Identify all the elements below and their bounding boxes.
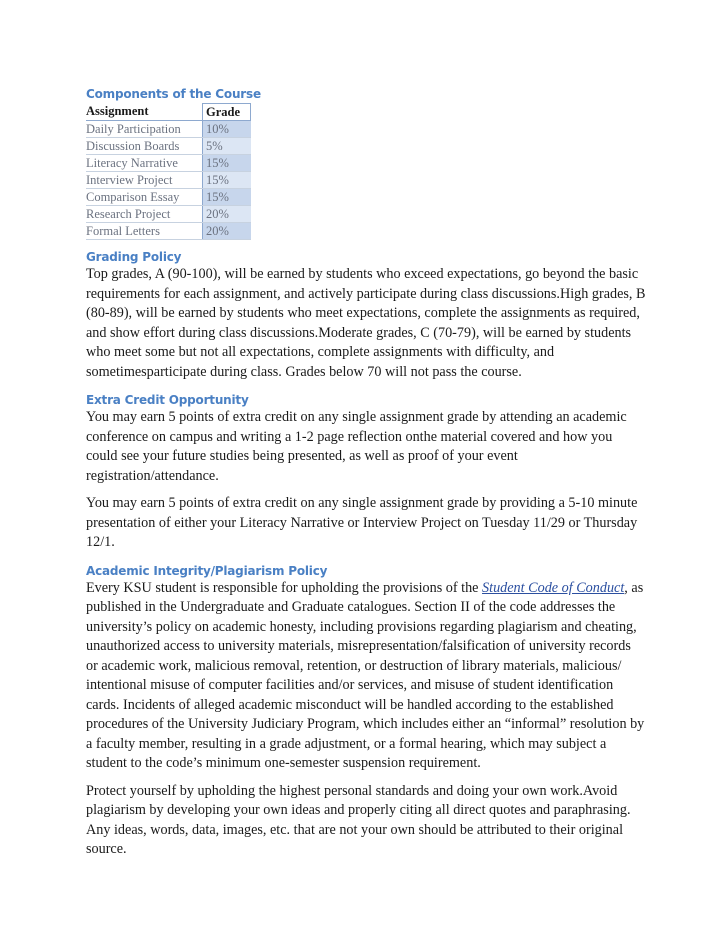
row-assignment: Research Project [86, 206, 203, 223]
integrity-text-end: , as published in the Undergraduate and Graduate catalogues. Section II of the code addresses the university’s policy on academic honesty, including provisions regarding plagiarism and cheating, unauthorized access to university materials, misrepresentation/falsification of university records or academic work, malicious removal, retention, or destruction of library materials, malicious/ intentional misuse of computer facilities and/or services, and misuse of student identification cards. Incidents of alleged academic misconduct will be handled according to the established procedures of the University Judiciary Program, which includes either an “informal” resolution by a faculty member, resulting in a grade adjustment, or a formal hearing, which may subject a student to the code’s minimum one-semester suspension requirement. [86, 579, 645, 771]
table-row [86, 155, 251, 172]
integrity-paragraph-1 [86, 579, 646, 774]
document-page [86, 86, 646, 860]
extra-credit-paragraph-1: You may earn 5 points of extra credit on any single assignment grade by attending an academic conference on campus and writing a 1-2 page reflection onthe material covered and how you could see your future studies being presented, as well as proof of your event registration/attendance. [86, 409, 627, 484]
row-assignment: Literacy Narrative [86, 155, 203, 172]
integrity-heading: Academic Integrity/Plagiarism Policy [86, 563, 328, 578]
grade-table [86, 103, 251, 240]
row-assignment: Daily Participation [86, 121, 203, 138]
extra-credit-paragraph-2: You may earn 5 points of extra credit on any single assignment grade by providing a 5-10 minute presentation of either your Literacy Narrative or Interview Project on Tuesday 11/29 or Thursday 12/1. [86, 495, 638, 550]
row-grade: 15% [203, 172, 251, 189]
table-row [86, 206, 251, 223]
table-row [86, 121, 251, 138]
components-heading: Components of the Course [86, 87, 261, 101]
row-grade: 10% [203, 121, 251, 138]
row-assignment: Comparison Essay [86, 189, 203, 206]
row-grade: 5% [203, 138, 251, 155]
extra-credit-heading: Extra Credit Opportunity [86, 393, 249, 407]
table-row [86, 223, 251, 240]
row-assignment: Discussion Boards [86, 138, 203, 155]
row-assignment: Formal Letters [86, 223, 203, 240]
table-row [86, 138, 251, 155]
integrity-text-start: Every KSU student is responsible for upholding the provisions of the [86, 579, 483, 596]
integrity-paragraph-2: Protect yourself by upholding the highest personal standards and doing your own work.Avoid plagiarism by developing your own ideas and properly citing all direct quotes and paraphrasing. Any ideas, words, data, images, etc. that are not your own should be attributed to their original source. [86, 782, 631, 857]
header-assignment: Assignment [86, 104, 203, 121]
row-assignment: Interview Project [86, 172, 203, 189]
grading-paragraph: Top grades, A (90-100), will be earned by students who exceed expectations, go beyond the basic requirements for each assignment, and actively participate during class discussions.High grades, B (80-89), will be earned by students who meet expectations, complete the assignments as required, and show effort during class discussions.Moderate grades, C (70-79), will be earned by students who meet some but not all expectations, complete assignments with difficulty, and sometimesparticipate during class. Grades below 70 will not pass the course. [86, 266, 646, 380]
header-grade: Grade [203, 104, 251, 121]
table-row [86, 189, 251, 206]
row-grade: 20% [203, 223, 251, 240]
row-grade: 20% [203, 206, 251, 223]
grading-heading: Grading Policy [86, 250, 182, 264]
student-code-of-conduct-link[interactable]: Student Code of Conduct [482, 579, 625, 596]
row-grade: 15% [203, 189, 251, 206]
table-header-row [86, 104, 251, 121]
table-row [86, 172, 251, 189]
row-grade: 15% [203, 155, 251, 172]
